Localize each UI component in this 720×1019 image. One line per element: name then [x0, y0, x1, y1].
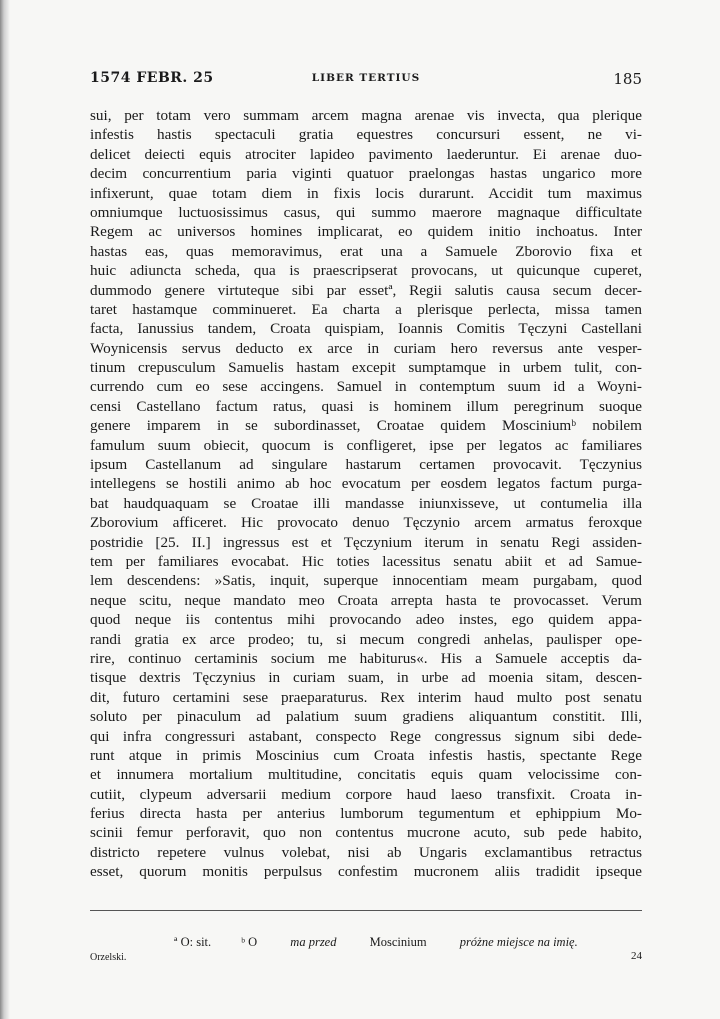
text-line: infixerunt, quae totam diem in fixis locis durarunt. Accidit tum maximus: [90, 184, 642, 202]
text-line: taret hastamque comminueret. Ea charta a plerisque perlecta, missa tamen: [90, 300, 642, 318]
text-line: censi Castellano factum ratus, quasi is hominem illum peregrinum suoque: [90, 397, 642, 415]
text-line: postridie [25. II.] ingressus est et Tęczynium iterum in senatu Regi assiden-: [90, 533, 642, 551]
footnote-rule: [90, 910, 642, 911]
text-line: tisque dextris Tęczynius in curiam suam, in urbe ad moenia sitam, descen-: [90, 669, 642, 687]
footnote-b-italic-1: ma przed: [290, 935, 337, 949]
footnote-b-italic-2: próżne miejsce na imię.: [459, 935, 578, 949]
text-line: esset, quorum monitis perpulsus confestim mucronem aliis tradidit ipseque: [90, 863, 642, 881]
header-date: 1574 FEBR. 25: [90, 70, 214, 86]
sheet-number: 24: [631, 950, 642, 962]
text-line: neque scitu, neque mandato meo Croata arrepta hasta te provocasset. Verum: [90, 591, 642, 609]
text-line: intellegens se hostili animo ab hoc evocatum per eosdem legatos factum purga-: [90, 475, 642, 493]
body-text: [90, 106, 642, 882]
text-line: et innumera mortalium multitudine, concitatis equis quam velocissime con-: [90, 766, 642, 784]
text-line: delicet deiecti equis atrociter lapideo pavimento laederuntur. Ei arenae duo-: [90, 145, 642, 163]
text-line: famulum suum obiecit, quocum is confligeret, ipse per legatos ac familiares: [90, 436, 642, 454]
text-line: genere imparem in se subordinasset, Croatae quidem Mosciniumᵇ nobilem: [90, 417, 642, 435]
page-number: 185: [613, 70, 642, 88]
text-line: dit, futuro certamini sese praeparaturus. Rex interim haud multo post senatu: [90, 688, 642, 706]
text-line: soluto per pinaculum ad palatium suum gradiens aliquantum constitit. Illi,: [90, 708, 642, 726]
text-line: lem descendens: »Satis, inquit, superque innocentiam meam purgabam, quod: [90, 572, 642, 590]
signature-mark: Orzelski.: [90, 952, 127, 963]
text-line: Regem ac universos homines implicarat, eo quidem initio inchoatus. Inter: [90, 223, 642, 241]
text-line: qui infra congressuri astabant, conspecto Rege congressus signum sibi dede-: [90, 727, 642, 745]
text-line: omniumque luctuosissimus casus, qui summo maerore magnaque difficultate: [90, 203, 642, 221]
text-line: runt atque in primis Moscinius cum Croata infestis hastis, spectante Rege: [90, 746, 642, 764]
text-line: rire, continuo certaminis socium me habiturus«. His a Samuele acceptis da-: [90, 649, 642, 667]
text-line: tem per familiares evocabat. Hic toties lacessitus senatu abiit et ad Samue-: [90, 552, 642, 570]
text-line: hastas eas, quas memoravimus, erat una a Samuele Zborovio fixa et: [90, 242, 642, 260]
footnotes: [174, 935, 638, 950]
text-line: currendo cum eo sese accingens. Samuel in contemptum suum id a Woyni-: [90, 378, 642, 396]
page-edge-shadow: [0, 0, 10, 1019]
text-line: scinii femur perforavit, quo non contentus mucrone acuto, sub pede habito,: [90, 824, 642, 842]
text-line: Zborovium afficeret. Hic provocato denuo Tęczynio arcem armatus feroxque: [90, 514, 642, 532]
text-line: quod neque iis contentus mihi provocando adeo instes, ego quidem appa-: [90, 611, 642, 629]
footnote-b-prefix: ᵇ O: [241, 935, 261, 949]
text-line: bat haudquaquam se Croatae illi mandasse iniunxisseve, ut contumelia illa: [90, 494, 642, 512]
text-line: randi gratia ex arce prodeo; tu, si mecum congredi anhelas, paulisper ope-: [90, 630, 642, 648]
text-line: ipsum Castellanum ad singulare hastarum certamen provocavit. Tęczynius: [90, 456, 642, 474]
running-header: [90, 70, 642, 92]
text-line: Woynicensis servus deducto ex arce in curiam hero reversus ante vesper-: [90, 339, 642, 357]
text-line: huic adiuncta scheda, qua is praescripserat provocans, ut quicunque cuperet,: [90, 262, 642, 280]
header-title: LIBER TERTIUS: [311, 72, 421, 84]
text-line: infestis hastis spectaculi gratia equestres concursuri essent, ne vi-: [90, 126, 642, 144]
footnote-b-middle: Moscinium: [366, 935, 430, 949]
text-line: districto repetere vulnus volebat, nisi ab Ungaris exclamantibus retractus: [90, 843, 642, 861]
text-line: decim concurrentium paria viginti quatuor praelongas hastas ungarico more: [90, 165, 642, 183]
footnote-a: ª O: sit.: [174, 935, 212, 949]
text-line: dummodo genere virtuteque sibi par essetª, Regii salutis causa secum decer-: [90, 281, 642, 299]
text-line: cutiit, clypeum adversarii medium corpore haud laeso transfixit. Croata in-: [90, 785, 642, 803]
text-line: ferius directa hasta per anterius lumborum tegumentum et ephippium Mo-: [90, 805, 642, 823]
text-line: facta, Ianussius tandem, Croata quispiam, Ioannis Comitis Tęczyni Castellani: [90, 320, 642, 338]
footnote-b: [241, 935, 608, 949]
text-line: tinum crepusculum Samuelis hastam excepit sumptamque in urbem tulit, con-: [90, 359, 642, 377]
text-line: sui, per totam vero summam arcem magna arenae vis invecta, qua plerique: [90, 107, 642, 124]
